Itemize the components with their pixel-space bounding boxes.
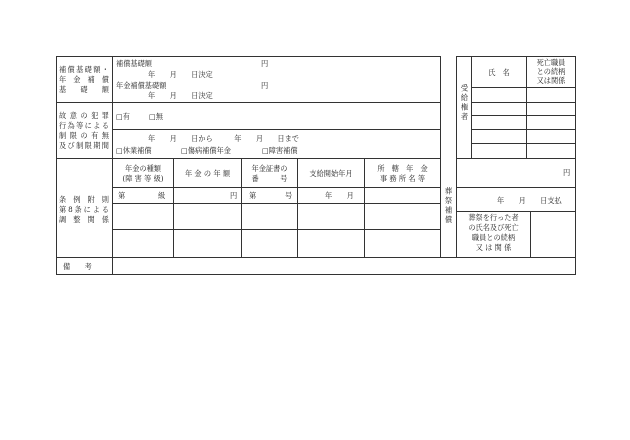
restriction-has-checkbox[interactable]: □有 xyxy=(116,112,130,121)
restriction-label-line4: 及び制限期間 xyxy=(59,141,109,150)
funeral-line-1 xyxy=(456,187,576,188)
comp-base-decided: 年 月 日決定 xyxy=(148,70,213,79)
right-top-border xyxy=(456,56,576,57)
right-outer-right xyxy=(575,56,576,275)
remarks-label: 備 考 xyxy=(63,262,92,271)
funeral-person-line4: 又 は 関 係 xyxy=(475,243,512,252)
adjustment-label-line1: 条 例 附 則 xyxy=(59,195,109,204)
right-line-5 xyxy=(471,143,576,144)
left-outer-left xyxy=(56,56,57,275)
disability-comp-checkbox[interactable]: □障害補償 xyxy=(262,146,298,155)
adj-header-bottom xyxy=(112,187,441,188)
grade-suffix: 級 xyxy=(158,191,166,200)
right-line-3 xyxy=(471,115,576,116)
cert-no-prefix: 第 xyxy=(249,191,257,200)
right-recipient-bottom xyxy=(456,158,576,159)
header-pension-type-line1: 年金の種類 xyxy=(125,164,161,173)
compensation-label-line2: 年 金 補 償 xyxy=(59,75,109,84)
funeral-label-divider xyxy=(530,211,531,257)
compensation-label-line1: 補償基礎額・ xyxy=(59,65,109,74)
grade-prefix: 第 xyxy=(118,191,126,200)
header-office-line2: 事 務 所 名 等 xyxy=(379,174,426,183)
left-row2-inner xyxy=(112,129,441,130)
adj-row2-bottom xyxy=(112,229,441,230)
left-bottom-border xyxy=(56,274,576,275)
recipient-label: 受給権者 xyxy=(460,84,469,122)
funeral-label: 葬祭補償 xyxy=(444,187,453,225)
comp-base-yen: 円 xyxy=(261,59,269,68)
left-row1-bottom xyxy=(56,102,441,103)
pension-base-yen: 円 xyxy=(261,81,269,90)
right-line-1 xyxy=(471,87,576,88)
relation-header-line3: 又は関係 xyxy=(536,76,566,85)
funeral-person-line1: 葬祭を行った者 xyxy=(468,213,519,222)
funeral-yen: 円 xyxy=(563,168,571,177)
restriction-period: 年 月 日から 年 月 日まで xyxy=(148,134,299,143)
restriction-label-line2: 行為等による xyxy=(59,121,109,130)
start-year-month: 年 月 xyxy=(325,191,354,200)
header-pension-amount: 年 金 の 年 額 xyxy=(184,169,231,178)
restriction-none-checkbox[interactable]: □無 xyxy=(149,112,163,121)
funeral-line-2 xyxy=(456,211,576,212)
leave-comp-checkbox[interactable]: □休業補償 xyxy=(116,146,152,155)
header-pension-type-line2: (障 害 等 級) xyxy=(122,174,164,183)
funeral-person-line3: 職員との続柄 xyxy=(471,233,516,242)
left-remarks-top xyxy=(56,257,576,258)
restriction-label-line1: 故意の犯罪 xyxy=(59,111,109,120)
relation-header-line1: 死亡職員 xyxy=(536,58,566,67)
right-line-4 xyxy=(471,129,576,130)
restriction-label-line3: 制限の有無 xyxy=(59,131,109,140)
adj-row1-bottom xyxy=(112,203,441,204)
right-line-2 xyxy=(471,102,576,103)
funeral-paid-date: 年 月 日支払 xyxy=(497,196,562,205)
injury-pension-checkbox[interactable]: □傷病補償年金 xyxy=(181,146,231,155)
left-top-border xyxy=(56,56,441,57)
pension-base-label: 年金補償基礎額 xyxy=(116,81,167,90)
left-outer-right xyxy=(440,56,441,258)
name-header: 氏 名 xyxy=(488,68,510,77)
pension-base-decided: 年 月 日決定 xyxy=(148,91,213,100)
comp-base-label: 補償基礎額 xyxy=(116,59,152,68)
header-office-line1: 所 轄 年 金 xyxy=(377,164,428,173)
adjustment-label-line2: 第8条による xyxy=(59,205,109,214)
adjustment-label-line3: 調 整 関 係 xyxy=(59,215,109,224)
amount-yen: 円 xyxy=(230,191,238,200)
header-certificate-no-line1: 年金証書の xyxy=(251,164,288,173)
header-start-month: 支給開始年月 xyxy=(309,169,353,178)
funeral-person-line2: の氏名及び死亡 xyxy=(468,223,519,232)
compensation-label-line3: 基 礎 額 xyxy=(59,85,109,94)
cert-no-suffix: 号 xyxy=(285,191,293,200)
header-certificate-no-line2: 番 号 xyxy=(251,174,288,183)
relation-header-line2: との続柄 xyxy=(536,67,566,76)
left-row2-bottom xyxy=(56,158,441,159)
